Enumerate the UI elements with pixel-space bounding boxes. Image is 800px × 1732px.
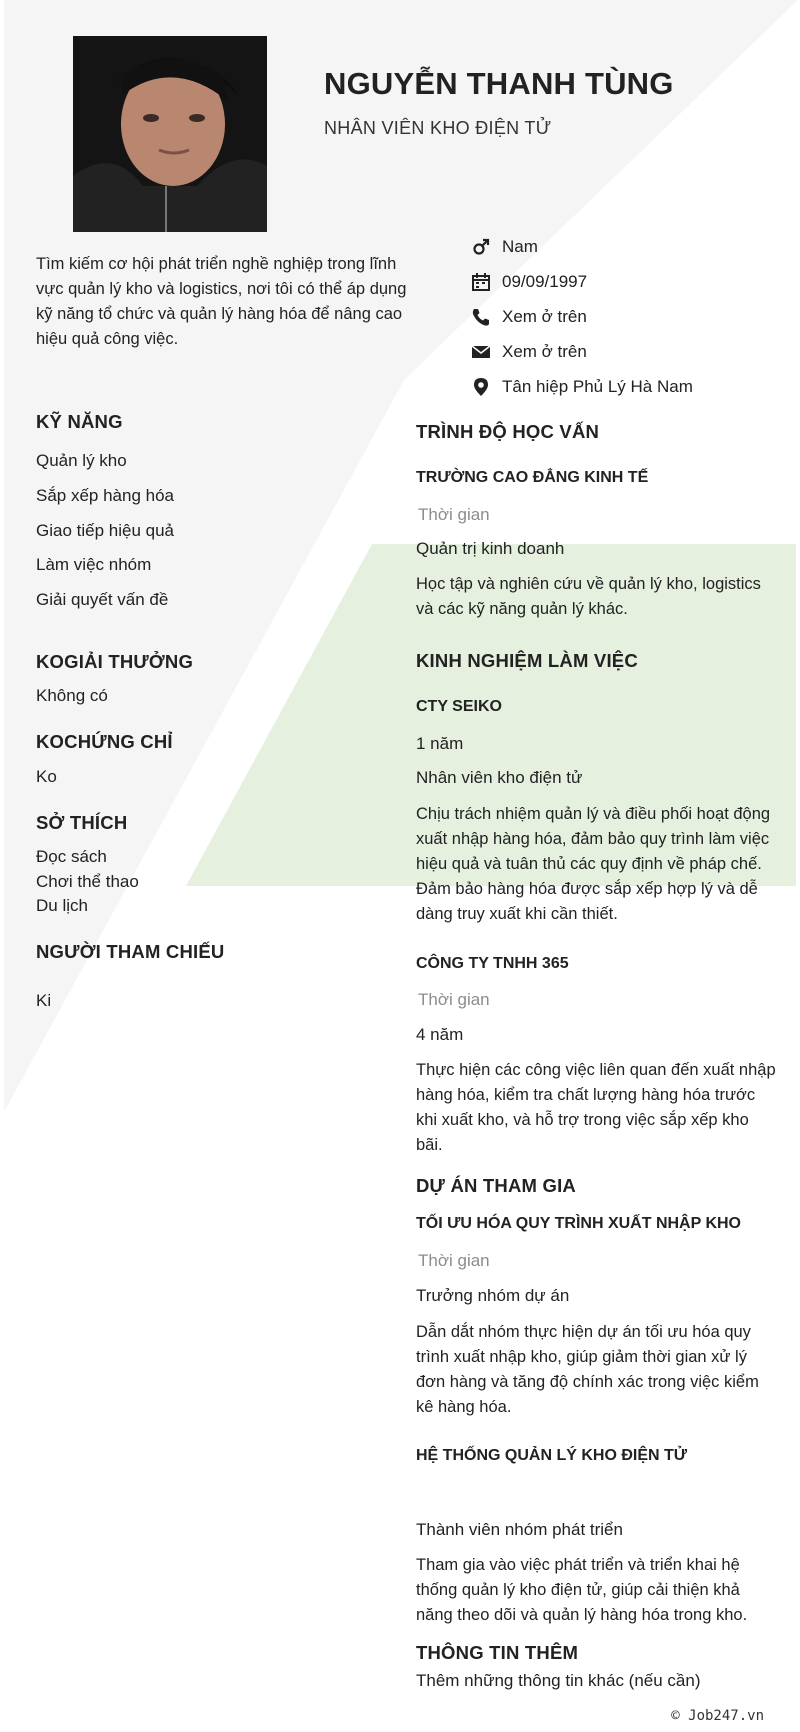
gender-icon bbox=[470, 236, 492, 258]
contact-phone bbox=[470, 299, 693, 334]
education-title: TRÌNH ĐỘ HỌC VẤN bbox=[416, 421, 600, 442]
skill-item: Giao tiếp hiệu quả bbox=[36, 521, 174, 540]
hobby-item: Du lịch bbox=[36, 896, 88, 915]
project-description: Dẫn dắt nhóm thực hiện dự án tối ưu hóa quy trình xuất nhập kho, giúp giảm thời gian xử lý đơn hàng và tăng độ chính xác trong việc kiểm kê hàng hóa. bbox=[416, 1323, 759, 1416]
education-major: Quản trị kinh doanh bbox=[416, 539, 565, 558]
location-pin-icon bbox=[470, 376, 492, 398]
experience-title: KINH NGHIỆM LÀM VIỆC bbox=[416, 650, 638, 671]
calendar-icon bbox=[470, 271, 492, 293]
address-value: Tân hiệp Phủ Lý Hà Nam bbox=[502, 376, 693, 396]
skill-item: Giải quyết vấn đề bbox=[36, 590, 169, 609]
job-company: CÔNG TY TNHH 365 bbox=[416, 955, 569, 972]
email-icon bbox=[470, 341, 492, 363]
references-title: NGƯỜI THAM CHIẾU bbox=[36, 941, 225, 962]
contact-gender bbox=[470, 229, 693, 264]
job-description: Thực hiện các công việc liên quan đến xuất nhập hàng hóa, kiểm tra chất lượng hàng hóa trước khi xuất kho, và hỗ trợ trong việc sắp xếp kho bãi. bbox=[416, 1061, 776, 1154]
certificates-value: Ko bbox=[36, 767, 57, 786]
skill-item: Sắp xếp hàng hóa bbox=[36, 486, 175, 505]
awards-title: KOGIẢI THƯỞNG bbox=[36, 651, 194, 672]
skill-item: Làm việc nhóm bbox=[36, 555, 152, 574]
additional-value: Thêm những thông tin khác (nếu cần) bbox=[416, 1671, 701, 1690]
education-description: Học tập và nghiên cứu về quản lý kho, logistics và các kỹ năng quản lý khác. bbox=[416, 575, 761, 618]
additional-title: THÔNG TIN THÊM bbox=[416, 1642, 579, 1663]
references-value: Ki bbox=[36, 991, 52, 1010]
project-description: Tham gia vào việc phát triển và triển khai hệ thống quản lý kho điện tử, giúp cải thiện khả năng theo dõi và quản lý hàng hóa trong kho. bbox=[416, 1556, 748, 1624]
skills-title: KỸ NĂNG bbox=[36, 411, 123, 432]
certificates-title: KOCHỨNG CHỈ bbox=[36, 731, 173, 752]
email-value: Xem ở trên bbox=[502, 341, 587, 361]
projects-title: DỰ ÁN THAM GIA bbox=[416, 1175, 576, 1196]
job-time: Thời gian bbox=[418, 990, 490, 1009]
job-title: NHÂN VIÊN KHO ĐIỆN TỬ bbox=[324, 118, 552, 138]
contact-email bbox=[470, 334, 693, 369]
contact-address bbox=[470, 369, 693, 404]
contact-info bbox=[470, 229, 693, 404]
phone-icon bbox=[470, 306, 492, 328]
birthday-value: 09/09/1997 bbox=[502, 271, 588, 291]
project-name: HỆ THỐNG QUẢN LÝ KHO ĐIỆN TỬ bbox=[416, 1447, 688, 1464]
contact-birthday bbox=[470, 264, 693, 299]
footer-credit: © Job247.vn bbox=[671, 1708, 764, 1724]
phone-value: Xem ở trên bbox=[502, 306, 587, 326]
career-objective: Tìm kiếm cơ hội phát triển nghề nghiệp trong lĩnh vực quản lý kho và logistics, nơi tôi có thể áp dụng kỹ năng tổ chức và quản lý hàng hóa để nâng cao hiệu quả công việc. bbox=[36, 255, 407, 348]
job-company: CTY SEIKO bbox=[416, 698, 502, 715]
gender-value: Nam bbox=[502, 236, 538, 256]
job-duration: 4 năm bbox=[416, 1025, 464, 1044]
education-school: TRƯỜNG CAO ĐẲNG KINH TẾ bbox=[416, 469, 649, 486]
project-time: Thời gian bbox=[418, 1251, 490, 1270]
job-position: Nhân viên kho điện tử bbox=[416, 768, 583, 787]
candidate-name: NGUYỄN THANH TÙNG bbox=[324, 66, 674, 101]
job-description: Chịu trách nhiệm quản lý và điều phối hoạt động xuất nhập hàng hóa, đảm bảo quy trình làm việc hiệu quả và tuân thủ các quy định về pháp chế. Đảm bảo hàng hóa được sắp xếp hợp lý và dễ dàng truy xuất khi cần thiết. bbox=[416, 805, 771, 923]
project-role: Trưởng nhóm dự án bbox=[416, 1286, 570, 1305]
skill-item: Quản lý kho bbox=[36, 451, 127, 470]
awards-value: Không có bbox=[36, 686, 108, 705]
hobbies-title: SỞ THÍCH bbox=[36, 812, 128, 833]
hobby-item: Đọc sách bbox=[36, 847, 107, 866]
job-duration: 1 năm bbox=[416, 734, 464, 753]
education-time: Thời gian bbox=[418, 505, 490, 524]
profile-photo bbox=[73, 36, 267, 232]
project-role: Thành viên nhóm phát triển bbox=[416, 1520, 623, 1539]
project-name: TỐI ƯU HÓA QUY TRÌNH XUẤT NHẬP KHO bbox=[416, 1215, 741, 1232]
hobby-item: Chơi thể thao bbox=[36, 872, 139, 891]
